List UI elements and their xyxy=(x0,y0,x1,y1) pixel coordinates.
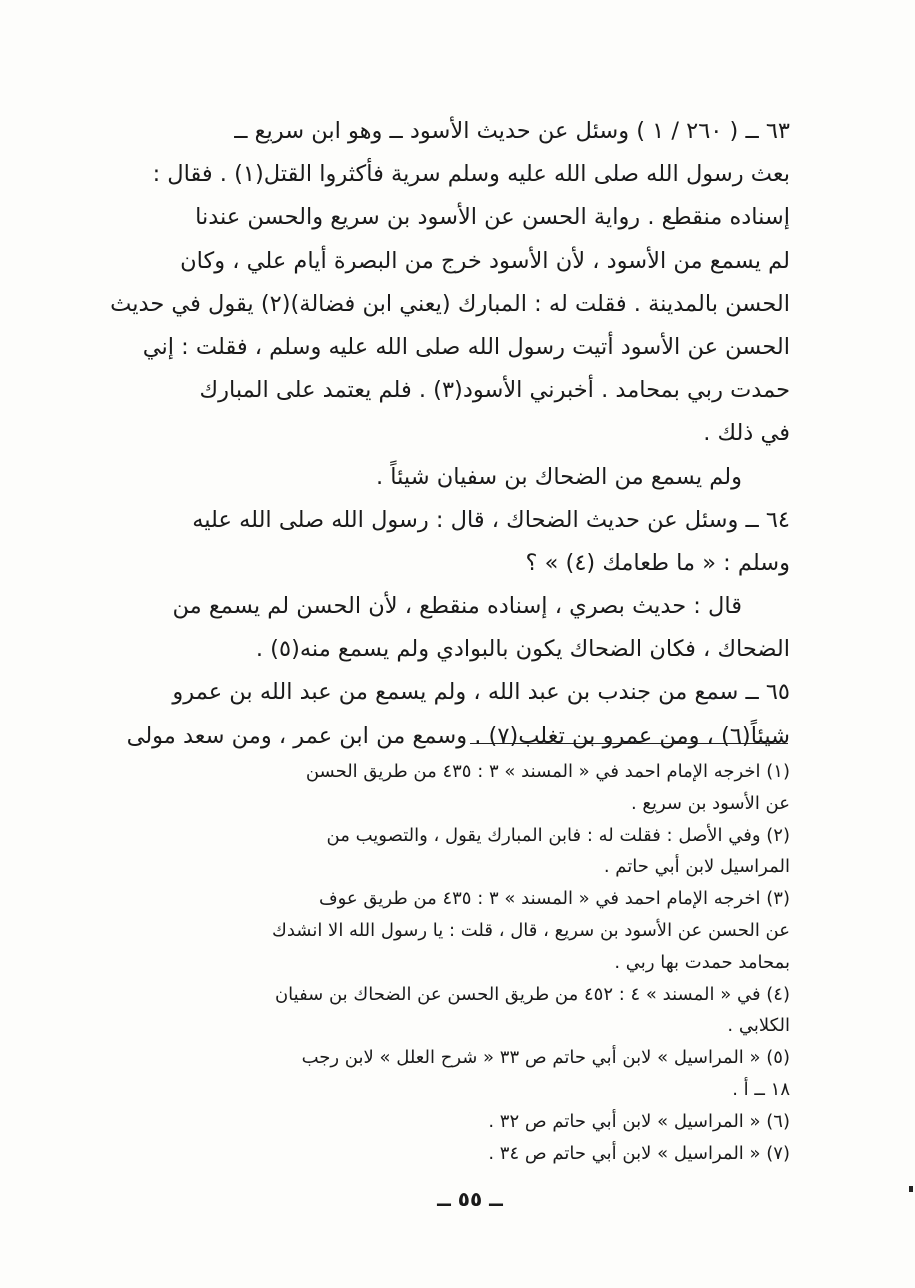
footnote-line: (٢) وفي الأصل : فقلت له : فابن المبارك يقول ، والتصويب من xyxy=(326,824,790,846)
footnote-line: ١٨ ــ أ . xyxy=(732,1078,790,1100)
footnote-line: بمحامد حمدت بها ربي . xyxy=(614,951,790,973)
text-line: ولم يسمع من الضحاك بن سفيان شيئاً . xyxy=(375,463,742,490)
footnote-separator xyxy=(470,743,788,744)
text-line: في ذلك . xyxy=(703,420,790,447)
main-text-block xyxy=(110,110,790,758)
footnote-line: (٦) « المراسيل » لابن أبي حاتم ص ٣٢ . xyxy=(488,1110,790,1132)
text-line: ٦٥ ــ سمع من جندب بن عبد الله ، ولم يسمع من عبد الله بن عمرو xyxy=(172,679,790,706)
text-line: الحسن عن الأسود أتيت رسول الله صلى الله عليه وسلم ، فقلت : إني xyxy=(142,333,790,360)
text-line: ٦٣ ــ ( ٢٦٠ / ١ ) وسئل عن حديث الأسود ــ وهو ابن سريع ــ xyxy=(234,118,790,144)
footnote-line: عن الأسود بن سريع . xyxy=(630,792,790,814)
text-line: الضحاك ، فكان الضحاك يكون بالبوادي ولم يسمع منه(٥) . xyxy=(255,636,790,663)
footnotes-block xyxy=(148,756,790,1169)
footnote-line: (٤) في « المسند » ٤ : ٤٥٢ من طريق الحسن عن الضحاك بن سفيان xyxy=(274,983,790,1005)
text-line: لم يسمع من الأسود ، لأن الأسود خرج من البصرة أيام علي ، وكان xyxy=(180,247,790,274)
footnote-line: (٥) « المراسيل » لابن أبي حاتم ص ٣٣ « شرح العلل » لابن رجب xyxy=(301,1047,790,1069)
scan-mark xyxy=(909,1186,913,1192)
text-line: إسناده منقطع . رواية الحسن عن الأسود بن سريع والحسن عندنا xyxy=(195,204,790,231)
footnote-line: عن الحسن عن الأسود بن سريع ، قال ، قلت : يا رسول الله الا انشدك xyxy=(271,919,790,941)
footnote-line: (٧) « المراسيل » لابن أبي حاتم ص ٣٤ . xyxy=(488,1142,790,1164)
page-number: ــ ٥٥ ــ xyxy=(437,1187,503,1211)
text-line: الحسن بالمدينة . فقلت له : المبارك (يعني ابن فضالة)(٢) يقول في حديث xyxy=(110,290,790,317)
text-line: حمدت ربي بمحامد . أخبرني الأسود(٣) . فلم يعتمد على المبارك xyxy=(199,377,790,404)
text-line: قال : حديث بصري ، إسناده منقطع ، لأن الحسن لم يسمع من xyxy=(172,593,742,620)
footnote-line: (٣) اخرجه الإمام احمد في « المسند » ٣ : ٤٣٥ من طريق عوف xyxy=(318,888,790,910)
footnote-line: (١) اخرجه الإمام احمد في « المسند » ٣ : ٤٣٥ من طريق الحسن xyxy=(305,761,790,782)
footnote-line: المراسيل لابن أبي حاتم . xyxy=(603,856,790,878)
text-line: وسلم : « ما طعامك (٤) » ؟ xyxy=(525,549,790,576)
text-line: ٦٤ ــ وسئل عن حديث الضحاك ، قال : رسول الله صلى الله عليه xyxy=(192,506,790,533)
text-line: شيئاً(٦) ، ومن عمرو بن تغلب(٧) . وسمع من ابن عمر ، ومن سعد مولى xyxy=(126,722,790,749)
footnote-line: الكلابي . xyxy=(727,1015,790,1037)
text-line: بعث رسول الله صلى الله عليه وسلم سرية فأكثروا القتل(١) . فقال : xyxy=(152,161,790,188)
